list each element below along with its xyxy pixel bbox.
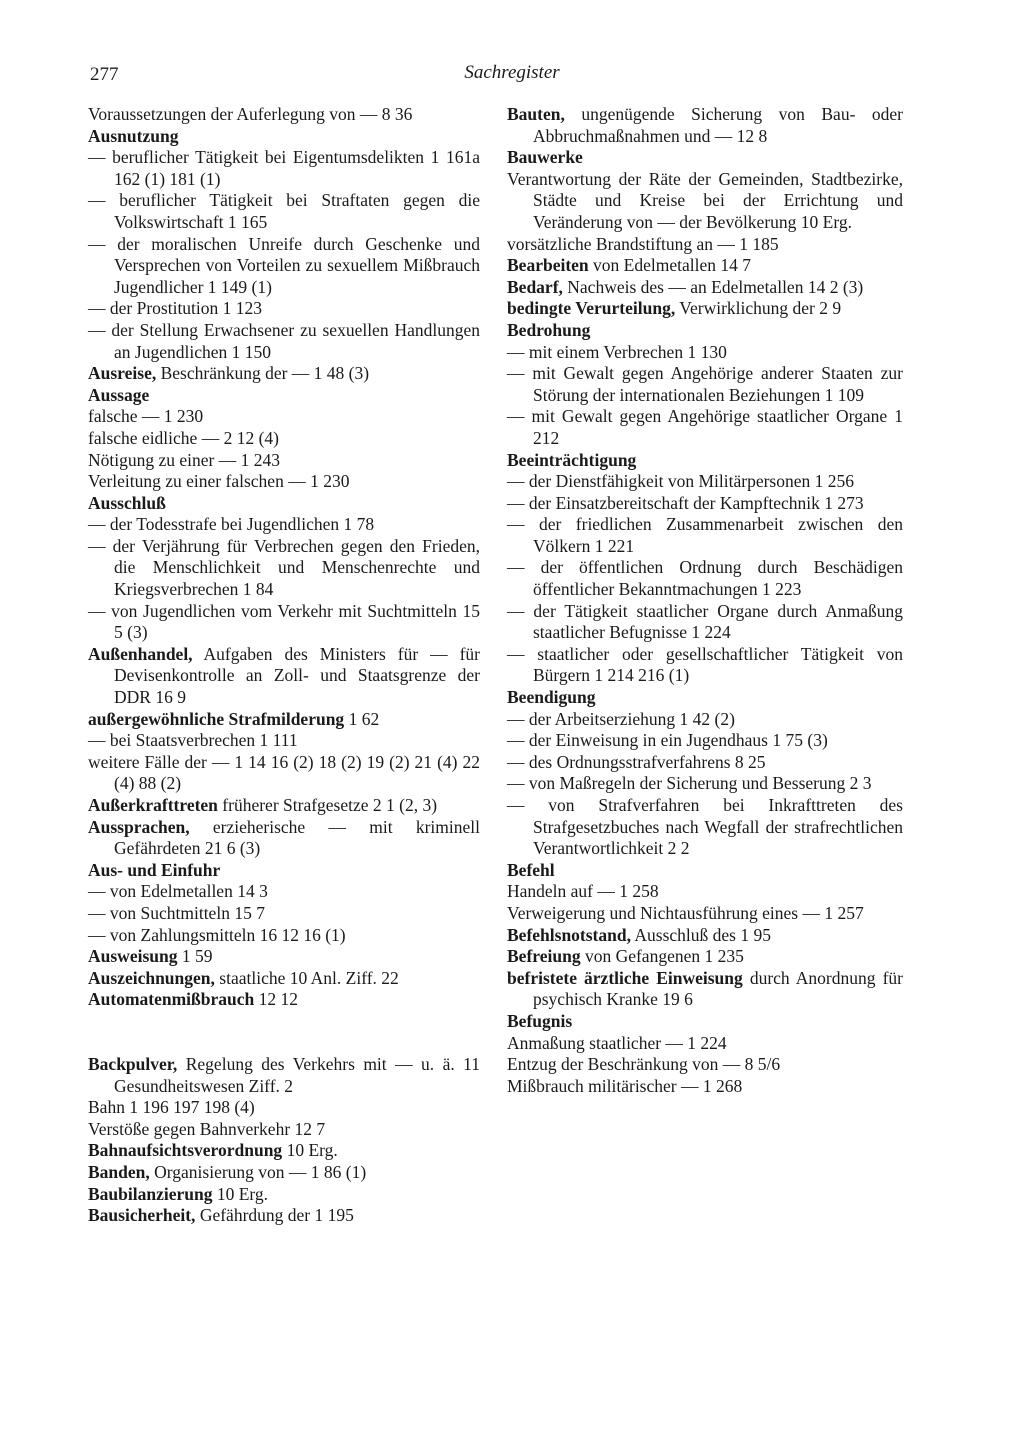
entry-text: — mit Gewalt gegen Angehörige staatlicher Organe 1 212 [507,406,903,448]
headword: Bedarf, [507,276,563,297]
index-entry-headword [88,1162,480,1184]
headword: Ausweisung [88,946,178,967]
headword: Automatenmißbrauch [88,989,255,1010]
index-entry-headword [507,687,903,709]
entry-text: — der Stellung Erwachsener zu sexuellen Handlungen an Jugendlichen 1 150 [88,319,480,362]
index-entry-headword [88,126,480,148]
index-entry-headword [507,860,903,882]
index-entry [88,601,480,644]
entry-text: — des Ordnungsstrafverfahrens 8 25 [507,751,766,772]
index-entry [88,1119,480,1141]
entry-text: Verweigerung und Nichtausführung eines — 1 257 [507,902,864,923]
entry-text: Gefährdung der 1 195 [195,1205,354,1226]
index-entry [507,363,903,406]
index-entry-headword [88,1184,480,1206]
entry-text: — beruflicher Tätigkeit bei Eigentumsdelikten 1 161a 162 (1) 181 (1) [88,147,480,189]
entry-text: — der Einsatzbereitschaft der Kampftechnik 1 273 [507,492,864,513]
entry-text: weitere Fälle der — 1 14 16 (2) 18 (2) 19 (2) 21 (4) 22 (4) 88 (2) [88,751,480,794]
index-entry-headword [507,255,903,277]
index-entry-headword [88,1205,480,1227]
index-entry-headword [507,277,903,299]
headword: Aussprachen, [88,816,190,837]
index-entry [507,234,903,256]
index-entry-headword [507,925,903,947]
entry-text: Verwirklichung der 2 9 [675,298,842,319]
page-number: 277 [90,64,119,85]
headword: Banden, [88,1161,150,1182]
entry-text: Verstöße gegen Bahnverkehr 12 7 [88,1118,326,1139]
index-entry [507,752,903,774]
entry-text: — mit einem Verbrechen 1 130 [507,341,727,362]
index-entry-headword [88,795,480,817]
index-entry-headword [88,1054,480,1097]
entry-text: — der Prostitution 1 123 [88,298,263,319]
entry-text: 1 62 [344,708,380,729]
entry-text: Organisierung von — 1 86 (1) [149,1161,367,1182]
entry-text: — der moralischen Unreife durch Geschenke und Versprechen von Vorteilen zu sexuellem Mißbrauch Jugendlicher 1 149 (1) [88,233,480,297]
entry-text: Bahn 1 196 197 198 (4) [88,1097,255,1118]
headword: Aussage [88,384,150,405]
entry-text: 1 59 [177,946,213,967]
entry-text: — staatlicher oder gesellschaftlicher Tätigkeit von Bürgern 1 214 216 (1) [507,643,903,686]
entry-text: Verantwortung der Räte der Gemeinden, Stadtbezirke, Städte und Kreise bei der Errichtung und Veränderung von — der Bevölkerung 10 Erg. [507,168,903,232]
index-entry-headword [507,946,903,968]
entry-text: — der friedlichen Zusammenarbeit zwischen den Völkern 1 221 [507,514,903,556]
index-entry-headword [507,298,903,320]
index-entry [507,881,903,903]
index-entry [88,730,480,752]
index-entry-headword [507,147,903,169]
headword: Bahnaufsichtsverordnung [88,1140,283,1161]
entry-text: Verleitung zu einer falschen — 1 230 [88,471,350,492]
index-entry-headword [507,104,903,147]
headword: Ausschluß [88,492,166,513]
index-entry [88,925,480,947]
headword: Aus- und Einfuhr [88,859,221,880]
index-entry [507,169,903,234]
entry-text: — bei Staatsverbrechen 1 111 [88,730,298,751]
entry-text: — von Edelmetallen 14 3 [88,881,268,902]
index-entry [88,450,480,472]
index-entry [507,1076,903,1098]
entry-text: — der Dienstfähigkeit von Militärpersonen 1 256 [507,471,855,492]
entry-text: ungenügende Sicherung von Bau- oder Abbruchmaßnahmen und — 12 8 [533,104,903,146]
entry-text: 10 Erg. [212,1183,269,1204]
section-gap [88,1011,480,1054]
entry-text: erzieherische — mit kriminell Gefährdeten 21 6 (3) [114,816,480,859]
index-entry-headword [88,644,480,709]
index-entry [507,1054,903,1076]
index-entry [507,709,903,731]
index-entry-headword [88,493,480,515]
index-entry [507,514,903,557]
index-entry [88,320,480,363]
index-entry-headword [507,968,903,1011]
headword: Befehlsnotstand, [507,924,631,945]
entry-text: — der Tätigkeit staatlicher Organe durch Anmaßung staatlicher Befugnisse 1 224 [507,600,903,643]
index-entry [507,795,903,860]
headword: Beeinträchtigung [507,449,637,470]
headword: bedingte Verurteilung, [507,298,676,319]
index-entry-headword [88,968,480,990]
entry-text: 10 Erg. [282,1140,338,1161]
headword: Bedrohung [507,319,591,340]
index-entry [88,1097,480,1119]
index-entry [88,104,480,126]
running-header: Sachregister [464,62,560,83]
index-entry [88,536,480,601]
index-entry [88,881,480,903]
index-entry [507,730,903,752]
entry-text: 12 12 [254,989,299,1010]
index-entry-headword [88,989,480,1011]
entry-text: Beschränkung der — 1 48 (3) [156,363,370,384]
headword: Bauten, [507,104,565,124]
entry-text: Mißbrauch militärischer — 1 268 [507,1075,743,1096]
index-entry [507,903,903,925]
entry-text: Aufgaben des Ministers für — für Devisenkontrolle an Zoll- und Staatsgrenze der DDR 16 9 [114,643,480,708]
index-entry [507,773,903,795]
entry-text: vorsätzliche Brandstiftung an — 1 185 [507,233,779,254]
index-entry-headword [88,817,480,860]
index-entry [507,471,903,493]
entry-text: — der Arbeitserziehung 1 42 (2) [507,708,735,729]
headword: Befreiung [507,946,581,967]
entry-text: durch Anordnung für psychisch Kranke 19 6 [533,967,903,1010]
headword: Befehl [507,859,555,880]
entry-text: — von Jugendlichen vom Verkehr mit Suchtmitteln 15 5 (3) [88,600,480,643]
entry-text: — von Suchtmitteln 15 7 [88,902,265,923]
entry-text: Nachweis des — an Edelmetallen 14 2 (3) [562,276,864,297]
headword: Beendigung [507,687,596,708]
index-entry [507,644,903,687]
entry-text: — der Todesstrafe bei Jugendlichen 1 78 [88,514,375,535]
headword: Baubilanzierung [88,1183,213,1204]
entry-text: falsche eidliche — 2 12 (4) [88,427,279,448]
index-entry-headword [88,946,480,968]
index-entry [88,234,480,299]
headword: Ausreise, [88,363,157,384]
index-entry [88,514,480,536]
entry-text: — beruflicher Tätigkeit bei Straftaten gegen die Volkswirtschaft 1 165 [88,190,480,232]
entry-text: — von Maßregeln der Sicherung und Besserung 2 3 [507,773,872,794]
entry-text: Voraussetzungen der Auferlegung von — 8 36 [88,104,413,124]
index-entry [507,493,903,515]
index-entry [88,428,480,450]
index-entry-headword [507,320,903,342]
index-entry [507,557,903,600]
index-entry-headword [88,860,480,882]
headword: außergewöhnliche Strafmilderung [88,708,345,729]
index-entry-headword [507,450,903,472]
index-entry-headword [507,1011,903,1033]
headword: Befugnis [507,1010,573,1031]
entry-text: Anmaßung staatlicher — 1 224 [507,1032,727,1053]
headword: Außerkrafttreten [88,795,218,815]
entry-text: Ausschluß des 1 95 [630,924,771,945]
index-entry-headword [88,385,480,407]
headword: Bearbeiten [507,255,589,276]
entry-text: Nötigung zu einer — 1 243 [88,449,280,470]
index-entry [88,903,480,925]
entry-text: — von Zahlungsmitteln 16 12 16 (1) [88,924,346,945]
index-entry-headword [88,363,480,385]
entry-text: staatliche 10 Anl. Ziff. 22 [214,967,399,988]
index-entry [507,1033,903,1055]
entry-text: von Gefangenen 1 235 [580,946,744,967]
headword: Bausicherheit, [88,1205,196,1226]
headword: Außenhandel, [88,643,193,664]
headword: Auszeichnungen, [88,967,215,988]
headword: Backpulver, [88,1053,178,1074]
entry-text: von Edelmetallen 14 7 [588,255,751,276]
headword: befristete ärztliche Einweisung [507,967,743,988]
index-column-left [88,104,480,1227]
index-entry [507,342,903,364]
index-entry [507,601,903,644]
entry-text: falsche — 1 230 [88,406,204,427]
entry-text: — der öffentlichen Ordnung durch Beschädigen öffentlicher Bekanntmachungen 1 223 [507,557,903,600]
entry-text: — von Strafverfahren bei Inkrafttreten des Strafgesetzbuches nach Wegfall der strafrechtlichen Verantwortlichkeit 2 2 [507,795,903,859]
entry-text: Entzug der Beschränkung von — 8 5/6 [507,1054,781,1075]
index-entry [88,147,480,190]
index-entry [507,406,903,449]
index-entry [88,406,480,428]
index-entry [88,298,480,320]
headword: Bauwerke [507,147,583,168]
entry-text: — der Einweisung in ein Jugendhaus 1 75 (3) [507,730,828,751]
entry-text: Regelung des Verkehrs mit — u. ä. 11 Gesundheitswesen Ziff. 2 [114,1053,480,1096]
index-entry-headword [88,709,480,731]
entry-text: früherer Strafgesetze 2 1 (2, 3) [217,795,438,815]
entry-text: — mit Gewalt gegen Angehörige anderer Staaten zur Störung der internationalen Beziehungen 1 109 [507,363,903,405]
index-entry [88,752,480,795]
entry-text: Handeln auf — 1 258 [507,881,659,902]
index-entry-headword [88,1140,480,1162]
index-column-right [507,104,903,1097]
headword: Ausnutzung [88,125,179,146]
index-entry [88,471,480,493]
entry-text: — der Verjährung für Verbrechen gegen den Frieden, die Menschlichkeit und Menschenrechte und Kriegsverbrechen 1 84 [88,535,480,600]
index-entry [88,190,480,233]
